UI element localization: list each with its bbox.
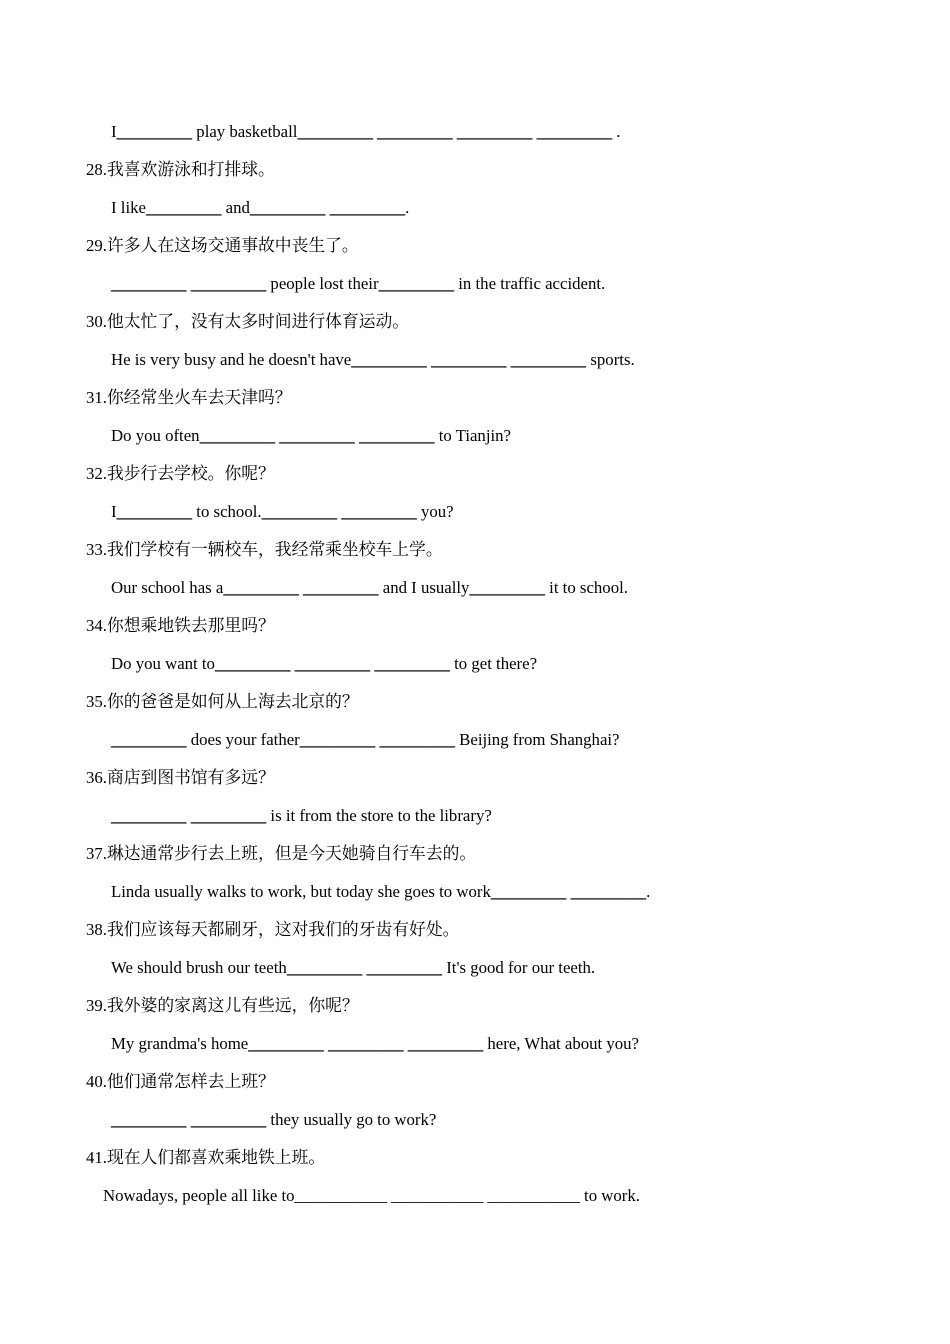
question-number: 40. [86, 1072, 107, 1091]
answer-blank: _________ [378, 274, 455, 293]
question-number: 31. [86, 388, 107, 407]
question-text: 你的爸爸是如何从上海去北京的？ [106, 692, 359, 711]
answer-blank: _________ [145, 198, 222, 217]
answer-blank: _________ [116, 502, 193, 521]
answer-blank: _________ [111, 806, 187, 825]
exercise-item-30 [86, 303, 950, 379]
question-prompt [86, 303, 950, 341]
answer-blank: _________ [366, 958, 442, 977]
question-prompt [86, 1139, 950, 1177]
exercise-item-40 [86, 1063, 950, 1139]
answer-blank: _________ [190, 274, 267, 293]
answer-sentence: Linda usually walks to work, but today she goes to work_________ _________. [111, 882, 651, 901]
answer-sentence: _________ _________ is it from the store to the library? [111, 806, 492, 825]
question-text: 商店到图书馆有多远？ [106, 768, 275, 787]
exercise-item-34 [86, 607, 950, 683]
question-prompt [86, 1063, 950, 1101]
question-number: 34. [86, 616, 107, 635]
question-text: 我外婆的家离这儿有些远，你呢？ [106, 996, 359, 1015]
answer-blank: _________ [261, 502, 338, 521]
answer-sentence: _________ _________ they usually go to work? [111, 1110, 437, 1129]
exercise-item-33 [86, 531, 950, 607]
answer-blank: _________ [286, 958, 363, 977]
question-text: 许多人在这场交通事故中丧生了。 [106, 236, 359, 255]
answer-blank: _________ [510, 350, 587, 369]
answer-blank: _________ [536, 122, 613, 141]
answer-sentence: He is very busy and he doesn't have_________ _________ _________ sports. [111, 350, 635, 369]
question-number: 36. [86, 768, 107, 787]
question-prompt [86, 683, 950, 721]
question-text: 我步行去学校。你呢？ [106, 464, 275, 483]
question-prompt [86, 759, 950, 797]
answer-blank: _________ [303, 578, 379, 597]
question-number: 32. [86, 464, 107, 483]
answer-blank: _________ [327, 1034, 404, 1053]
answer-sentence: Our school has a_________ _________ and I usually_________ it to school. [111, 578, 628, 597]
answer-blank: _________ [111, 730, 187, 749]
answer-blank: _________ [214, 654, 291, 673]
answer-blank: _________ [223, 578, 299, 597]
answer-blank: _________ [248, 1034, 324, 1053]
question-prompt [86, 455, 950, 493]
answer-blank: _________ [249, 198, 326, 217]
question-prompt [86, 607, 950, 645]
answer-blank: _________ [379, 730, 455, 749]
question-number: 29. [86, 236, 107, 255]
answer-blank: _________ [297, 122, 373, 141]
answer-blank: _________ [469, 578, 545, 597]
question-prompt [86, 987, 950, 1025]
answer-blank: _________ [116, 122, 193, 141]
question-text: 你经常坐火车去天津吗？ [106, 388, 292, 407]
question-text: 我们学校有一辆校车，我经常乘坐校车上学。 [106, 540, 443, 559]
answer-sentence: _________ _________ people lost their_________ in the traffic accident. [111, 274, 606, 293]
answer-blank: _________ [374, 654, 450, 673]
question-number: 41. [86, 1148, 107, 1167]
answer-blank: ___________ [294, 1186, 387, 1205]
answer-blank: _________ [359, 426, 435, 445]
question-text: 他们通常怎样去上班？ [106, 1072, 275, 1091]
answer-blank: _________ [199, 426, 276, 445]
answer-blank: _________ [329, 198, 406, 217]
question-number: 30. [86, 312, 107, 331]
exercise-item-38 [86, 911, 950, 987]
answer-blank: _________ [351, 350, 427, 369]
answer-sentence: We should brush our teeth_________ _________ It's good for our teeth. [111, 958, 596, 977]
question-text: 琳达通常步行去上班，但是今天她骑自行车去的。 [106, 844, 477, 863]
exercise-item-37 [86, 835, 950, 911]
question-prompt [86, 835, 950, 873]
question-number: 38. [86, 920, 107, 939]
question-prompt [86, 379, 950, 417]
exercise-item-41 [86, 1139, 950, 1215]
answer-sentence: My grandma's home_________ _________ _________ here, What about you? [111, 1034, 639, 1053]
answer-blank: _________ [456, 122, 533, 141]
answer-sentence: Do you often_________ _________ _________ to Tianjin? [111, 426, 511, 445]
answer-blank: _________ [279, 426, 355, 445]
answer-blank: _________ [190, 1110, 267, 1129]
exercise-item-31 [86, 379, 950, 455]
question-number: 37. [86, 844, 107, 863]
answer-blank: _________ [190, 806, 267, 825]
answer-sentence: I like_________ and_________ _________. [111, 198, 410, 217]
question-number: 39. [86, 996, 107, 1015]
answer-blank: _________ [111, 1110, 187, 1129]
question-prompt [86, 911, 950, 949]
question-prompt [86, 227, 950, 265]
exercise-item-35 [86, 683, 950, 759]
exercise-item-28 [86, 151, 950, 227]
answer-blank: _________ [299, 730, 376, 749]
exercise-item-29 [86, 227, 950, 303]
answer-blank: ___________ [487, 1186, 580, 1205]
exercise-item-36 [86, 759, 950, 835]
answer-sentence: _________ does your father_________ _________ Beijing from Shanghai? [111, 730, 620, 749]
question-number: 35. [86, 692, 107, 711]
answer-sentence-27: I_________ play basketball_________ _________ _________ _________ . [111, 122, 621, 141]
exercise-item-32 [86, 455, 950, 531]
question-text: 你想乘地铁去那里吗？ [106, 616, 275, 635]
answer-blank: _________ [490, 882, 567, 901]
question-text: 他太忙了，没有太多时间进行体育运动。 [106, 312, 410, 331]
answer-sentence: Do you want to_________ _________ _________ to get there? [111, 654, 538, 673]
answer-blank: _________ [570, 882, 647, 901]
answer-blank: _________ [407, 1034, 484, 1053]
answer-blank: _________ [111, 274, 187, 293]
answer-sentence: I_________ to school._________ _________ you? [111, 502, 454, 521]
answer-blank: ___________ [391, 1186, 484, 1205]
answer-blank: _________ [377, 122, 453, 141]
question-text: 我们应该每天都刷牙，这对我们的牙齿有好处。 [106, 920, 460, 939]
question-number: 28. [86, 160, 107, 179]
answer-sentence: Nowadays, people all like to___________ ___________ ___________ to work. [103, 1186, 640, 1205]
answer-blank: _________ [294, 654, 371, 673]
answer-blank: _________ [341, 502, 417, 521]
exercise-item-39 [86, 987, 950, 1063]
question-text: 现在人们都喜欢乘地铁上班。 [106, 1148, 326, 1167]
question-prompt [86, 151, 950, 189]
question-prompt [86, 531, 950, 569]
answer-blank: _________ [430, 350, 507, 369]
question-number: 33. [86, 540, 107, 559]
question-text: 我喜欢游泳和打排球。 [106, 160, 275, 179]
